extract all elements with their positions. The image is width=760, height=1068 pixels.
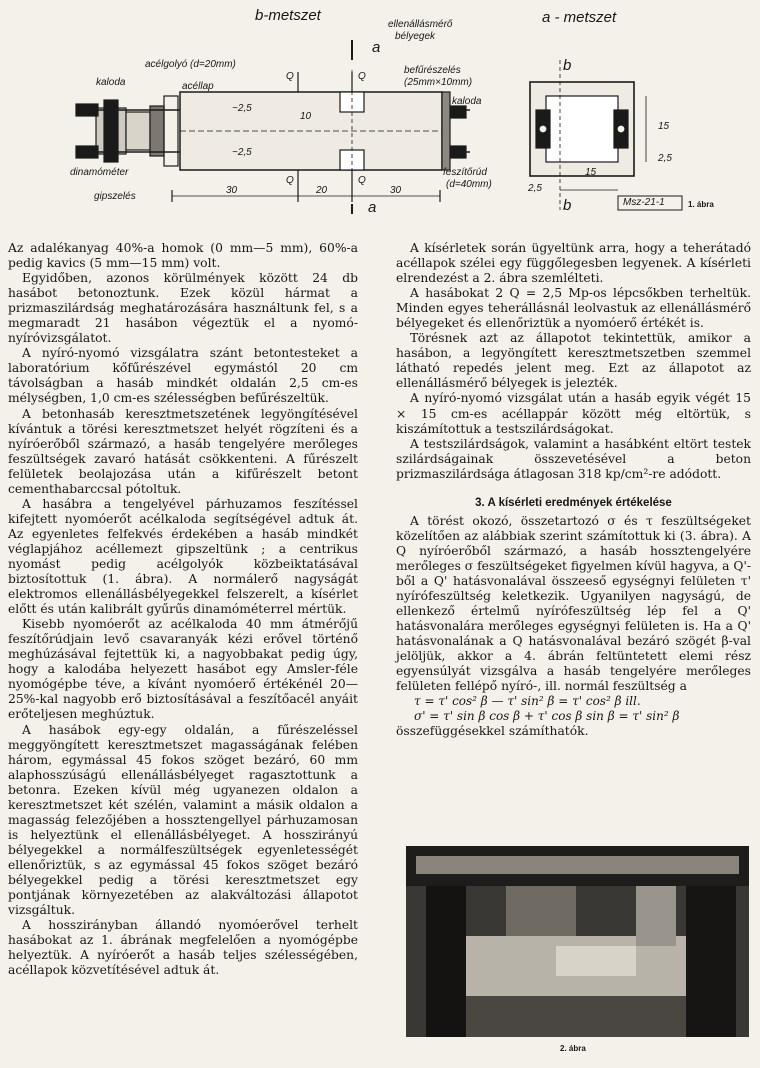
gauge-label-1: ellenállásmérő: [388, 19, 453, 30]
left-paragraph: A nyíró-nyomó vizsgálatra szánt betontesteket a laboratórium kőfűrészével egymástól 20 cm távolságban a hasáb mindkét oldalán 2,5 cm-es mélységben, 1,0 cm-es szélességben befűrészeltük.: [8, 346, 358, 406]
dim-25-right: 2,5: [658, 153, 672, 164]
dim-25-top: ~2,5: [232, 103, 252, 114]
figure-1: [0, 0, 760, 232]
left-paragraph: A betonhasáb keresztmetszetének legyöngítésével kívántuk a törési keresztmetszet helyét rögzíteni és a nyíróerőből származó, a hasáb tengelyére merőleges feszültségek zavaró hatását csökkenteni. A fűrészelt felületek beolajozása után a kifűrészelt betont cementhabarccsal pótoltuk.: [8, 406, 358, 496]
steel-plate-label: acéllap: [182, 81, 214, 92]
gauge-label-2: bélyegek: [395, 31, 436, 42]
left-paragraph: Kisebb nyomóerőt az acélkaloda 40 mm átmérőjű feszítőrúdjain levő csavaranyák kézi erővel történő meghúzásával fejtettük ki, a nagyobbakat pedig úgy, hogy a kalodába helyezett hasábot egy Amsler-féle nyomógépbe téve, a kívánt nyomóerő értékénél 20—25%-kal nagyobb erő biztosításával a feszítőacél anyáit erőteljesen meghúztuk.: [8, 617, 358, 722]
q-top-right: Q: [358, 71, 366, 82]
section-heading: 3. A kísérleti eredmények értékelése: [475, 496, 672, 509]
dynamometer-label: dinamóméter: [70, 167, 129, 178]
a-mark-top: a: [372, 39, 381, 56]
notch-label-1: befűrészelés: [404, 65, 461, 76]
dim-30-right: 30: [390, 185, 402, 196]
a-section-label: a - metszet: [542, 9, 617, 26]
right-paragraph: A testszilárdságok, valamint a hasábként eltört testek szilárdságainak összevetésével a beton prizmaszilárdsága átlagosan 318 kp/cm²-re adódott.: [396, 436, 751, 481]
figure-1-caption: 1. ábra: [688, 200, 714, 209]
results-paragraph: A törést okozó, összetartozó σ és τ feszültségeket közelítően az alábbiak szerint számítottuk ki (3. ábra). A Q nyíróerőből származó, a hasáb hossztengelyére merőleges σ feszültségeket figyelmen kívül hagyva, a Q'-ből a Q' hatásvonalával összeeső egységnyi felületen τ' nyírófeszültség keletkezik. Ugyanilyen nagyságú, de ellenkező értelmű nyírófeszültség lép fel a Q' hatásvonalára merőleges egységnyi felületen is. Ha a Q' hatásvonalának a Q hatásvonalával bezáró szögét β-val jelöljük, akkor a 4. ábrán feltüntetett elemi rész egyensúlyát vizsgálva a hasáb tengelyére merőleges felületen fellépő nyíró-, ill. normál feszültség a: [396, 513, 751, 694]
dim-30-left: 30: [226, 185, 238, 196]
figure-code: Msz-21-1: [623, 197, 665, 208]
rod-label-2: (d=40mm): [446, 179, 492, 190]
dim-15-horizontal: 15: [585, 167, 597, 178]
left-paragraph: Az adalékanyag 40%-a homok (0 mm—5 mm), 60%-a pedig kavics (5 mm—15 mm) volt.: [8, 241, 358, 271]
dim-20: 20: [316, 185, 328, 196]
equation-1: τ = τ' cos² β — τ' sin² β = τ' cos² β ill.: [414, 694, 641, 709]
b-mark-top: b: [563, 57, 572, 74]
box-label-left: kaloda: [96, 77, 126, 88]
left-paragraph: A hasábra a tengelyével párhuzamos feszítéssel kifejtett nyomóerőt acélkaloda segítségével adtuk át. Az egyenletes felfekvés érdekében a hasáb mindkét véglapjához acéllemezt gipszeltünk ; a centrikus nyomást pedig acélgolyók közbeiktatásával biztosítottuk (1. ábra). A normálerő nagyságát elektromos ellenállásbélyegekkel felszerelt, a kísérlet előtt és után kalibrált gyűrűs dinamóméterrel mértük.: [8, 496, 358, 617]
right-column: [396, 241, 751, 740]
left-paragraph: A hosszirányban állandó nyomóerővel terhelt hasábokat az 1. ábrának megfelelően a nyomógépbe helyeztük. A nyíróerőt a hasáb teljes szélességében, acéllapok közvetítésével adtuk át.: [8, 918, 358, 978]
figure-2-caption: 2. ábra: [560, 1044, 586, 1053]
left-paragraph: Egyidőben, azonos körülmények között 24 db hasábot betonoztunk. Ezek közül hármat a prizmaszilárdság meghatározására használtunk fel, s a megmaradt 21 hasábon végeztük el a nyomó-nyíróvizsgálatot.: [8, 271, 358, 346]
left-column: [8, 241, 358, 978]
steel-ball-label: acélgolyó (d=20mm): [145, 59, 236, 70]
right-paragraph: A kísérletek során ügyeltünk arra, hogy a teherátadó acéllapok szélei egy függőlegesben legyenek. A kísérleti elrendezést a 2. ábra szemlélteti.: [396, 241, 751, 286]
box-label-right: kaloda: [452, 96, 482, 107]
q-bottom-left: Q: [286, 175, 294, 186]
rod-label-1: feszítőrúd: [443, 167, 487, 178]
right-paragraph: A hasábokat 2 Q = 2,5 Mp-os lépcsőkben terheltük. Minden egyes teherállásnál leolvastuk az ellenállásmérő bélyegeket és ellenőriztük a nyomóerő értékét is.: [396, 286, 751, 331]
right-paragraph: A nyíró-nyomó vizsgálat után a hasáb egyik végét 15 × 15 cm-es acéllappár között még eltörtük, s kiszámítottuk a testszilárdságokat.: [396, 391, 751, 436]
figure-2-photo: [406, 846, 749, 1037]
notch-label-2: (25mm×10mm): [404, 77, 473, 88]
q-bottom-right: Q: [358, 175, 366, 186]
dim-10: 10: [300, 111, 312, 122]
after-equations: összefüggésekkel számíthatók.: [396, 724, 589, 739]
dim-15-vertical: 15: [658, 121, 670, 132]
dim-25-bottom-right: 2,5: [528, 183, 542, 194]
q-top-left: Q: [286, 71, 294, 82]
dim-25-bottom: ~2,5: [232, 147, 252, 158]
a-mark-bottom: a: [368, 199, 377, 216]
b-mark-bottom: b: [563, 197, 572, 214]
b-section-label: b-metszet: [255, 7, 321, 24]
plaster-label: gipszelés: [94, 191, 136, 202]
right-paragraph: Törésnek azt az állapotot tekintettük, amikor a hasábon, a legyöngített keresztmetszetben szemmel látható repedés jelent meg. Ezt az állapotot az ellenállásmérő bélyegek is jelezték.: [396, 331, 751, 391]
equation-2: σ' = τ' sin β cos β + τ' cos β sin β = τ' sin² β: [414, 709, 680, 724]
left-paragraph: A hasábok egy-egy oldalán, a fűrészeléssel meggyöngített keresztmetszet magasságának felében három, egymással 45 fokos szöget bezáró, 60 mm alaphosszúságú ellenállásbélyeget ragasztottunk a betonra. Ezeken kívül még ugyanezen oldalon a keresztmetszet két szélén, valamint a másik oldalon a magasság felezőjében a hossztengellyel párhuzamosan is helyeztünk el ellenállásbélyeget. A hosszirányú bélyegekkel a normálfeszültségek egyenletességét ellenőriztük, s az egymással 45 fokos szöget bezáró bélyegekkel pedig a törési keresztmetszet egy pontjának környezetében az alakváltozási állapotot vizsgáltuk.: [8, 722, 358, 918]
